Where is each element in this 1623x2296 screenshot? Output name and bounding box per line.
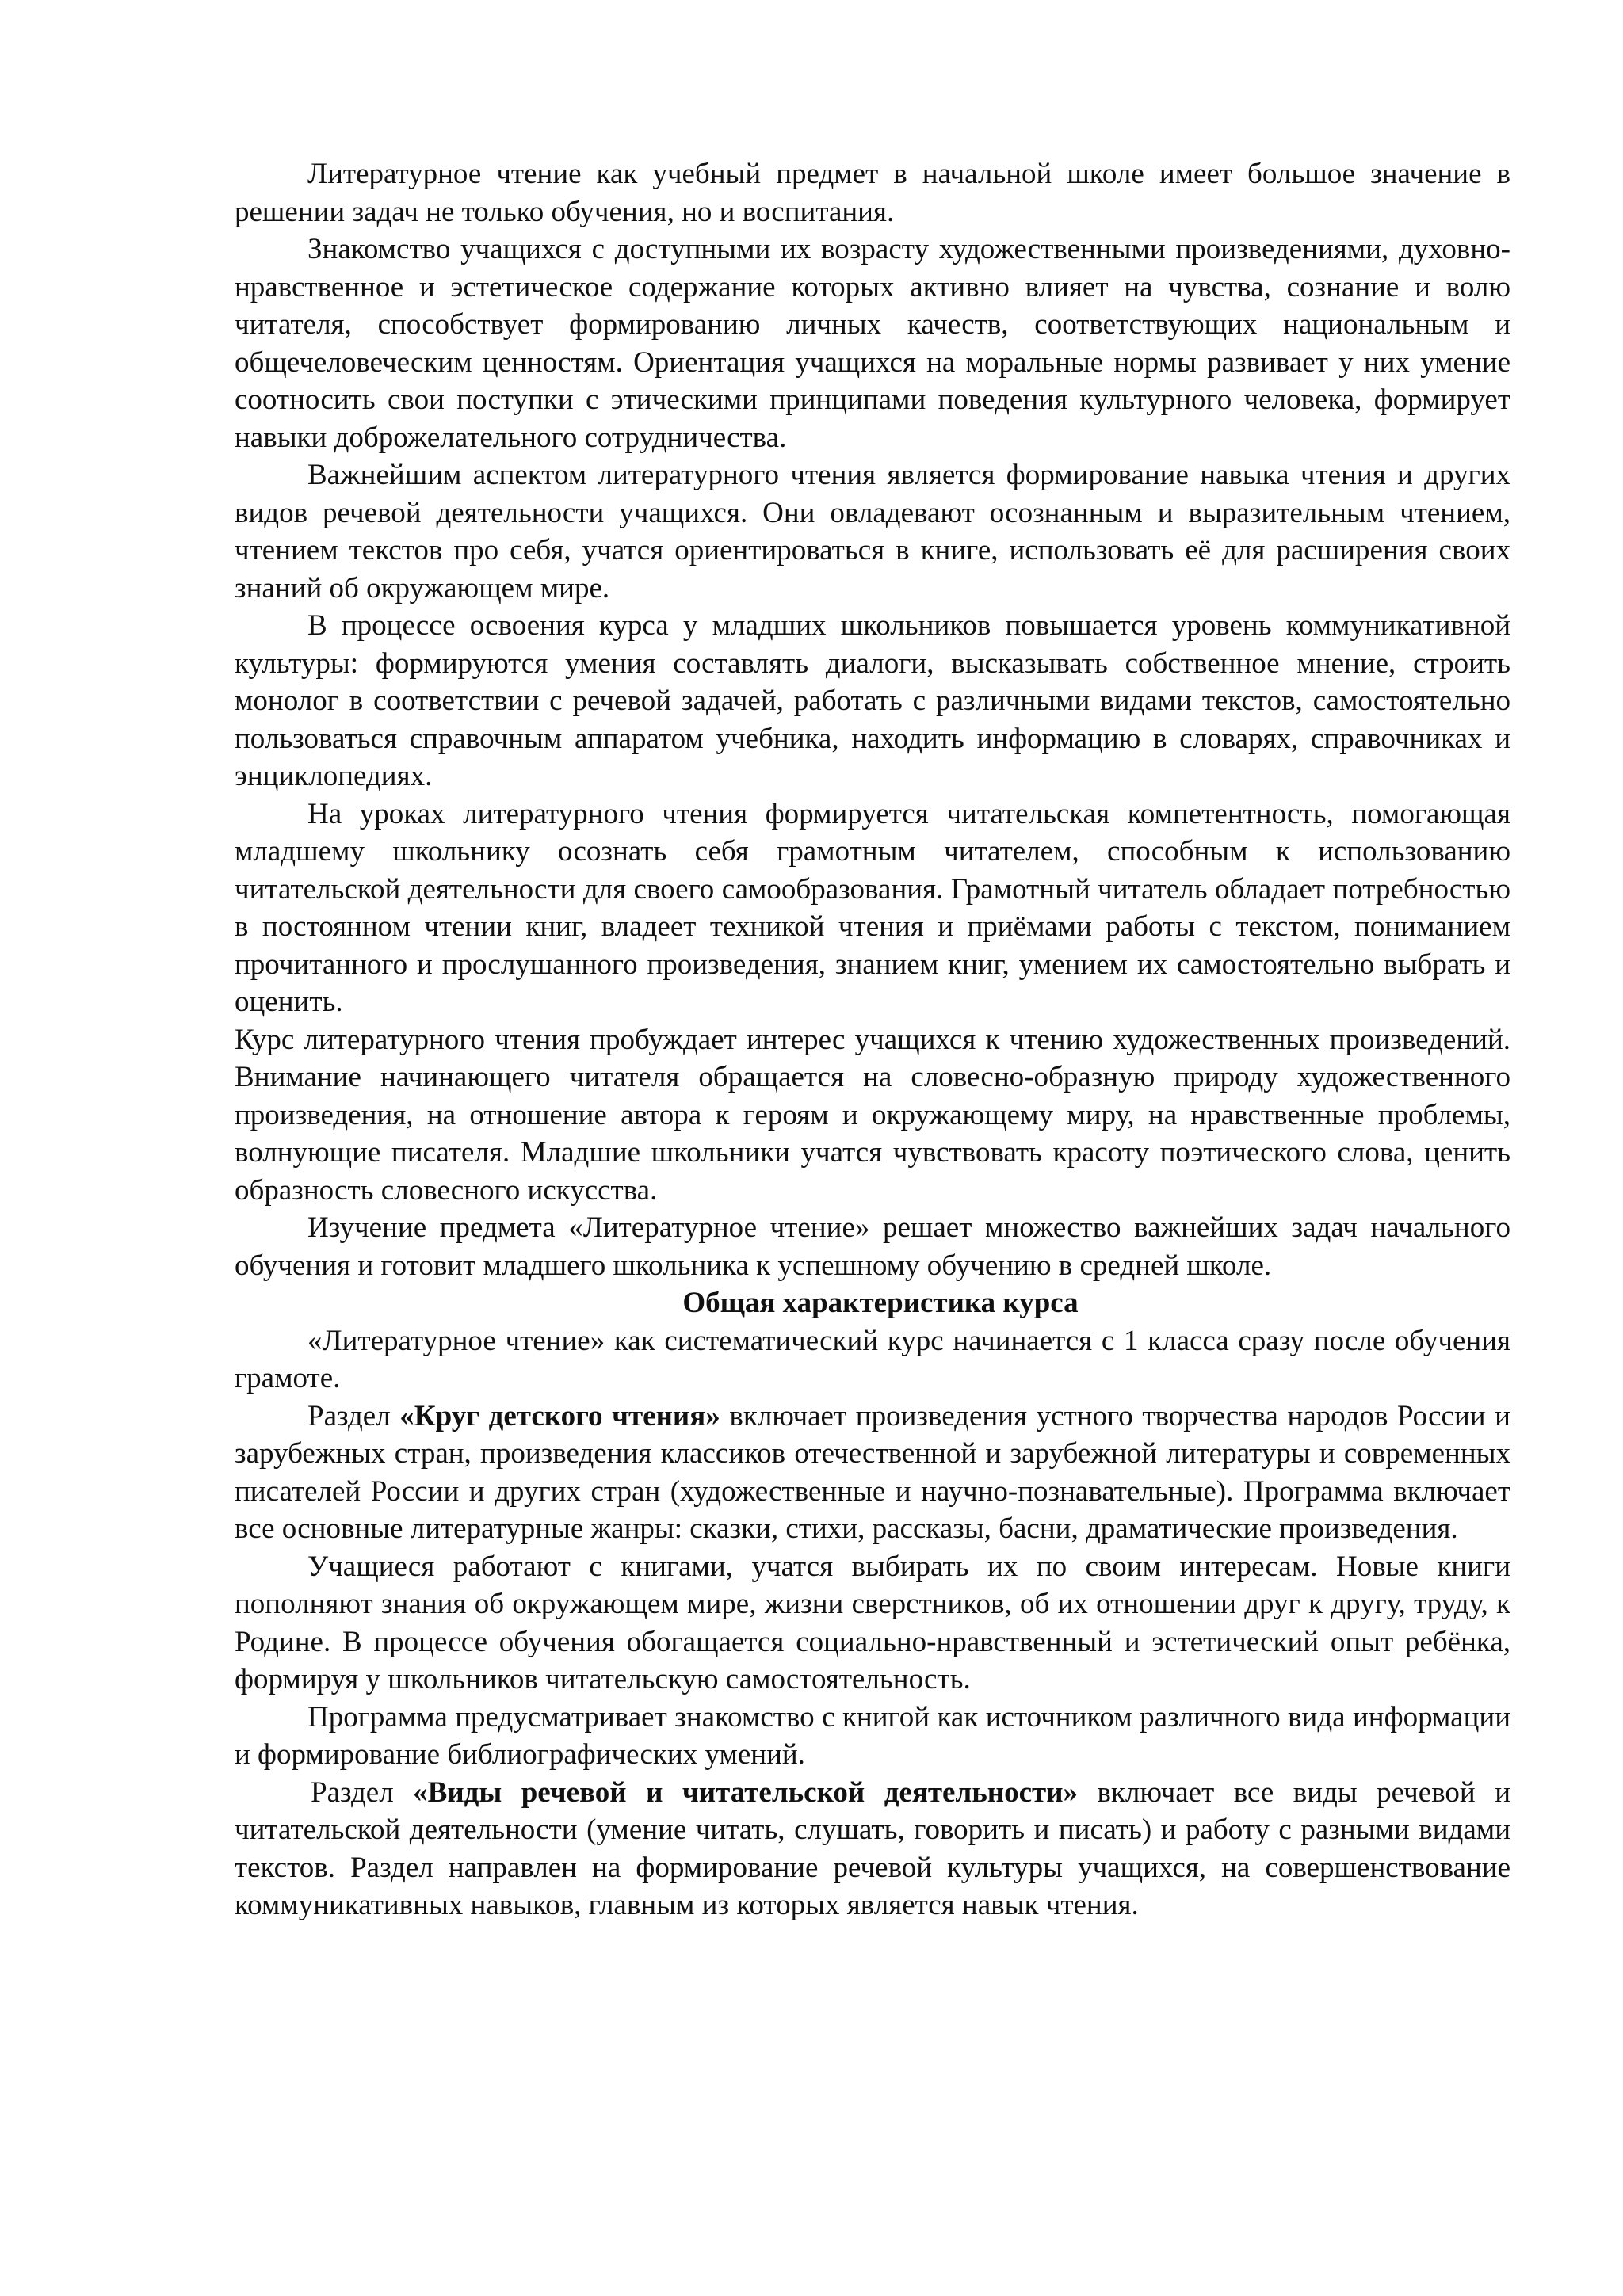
- section-description: включает все виды речевой и читательской деятельности (умение читать, слушать, говорить и писать) и работу с разными видами текстов. Раздел направлен на формирование речевой культуры учащихся, на совершенствование коммуникативных навыков, главным из которых является навык чтения.: [235, 1775, 1510, 1921]
- paragraph-children-reading-circle: [235, 1398, 1510, 1548]
- paragraph-communicative-culture: В процессе освоения курса у младших школьников повышается уровень коммуникативной культуры: формируются умения составлять диалоги, высказывать собственное мнение, строить монолог в соответствии с речевой задачей, работать с различными видами текстов, самостоятельно пользоваться справочным аппаратом учебника, находить информацию в словарях, справочниках и энциклопедиях.: [235, 609, 1510, 792]
- paragraph-intro: Литературное чтение как учебный предмет в начальной школе имеет большое значение в решении задач не только обучения, но и воспитания.: [235, 158, 1510, 228]
- section-name-bold: «Виды речевой и читательской деятельности»: [413, 1775, 1079, 1809]
- paragraph-working-with-books: Учащиеся работают с книгами, учатся выбирать их по своим интересам. Новые книги пополняют знания об окружающем мире, жизни сверстников, об их отношении друг к другу, труду, к Родине. В процессе обучения обогащается социально-нравственный и эстетический опыт ребёнка, формируя у школьников читательскую самостоятельность.: [235, 1550, 1510, 1695]
- section-description: включает произведения устного творчества народов России и зарубежных стран, произведения классиков отечественной и зарубежной литературы и современных писателей России и других стран (художественные и научно-познавательные). Программа включает все основные литературные жанры: сказки, стихи, рассказы, басни, драматические произведения.: [235, 1399, 1510, 1545]
- paragraph-subject-tasks: Изучение предмета «Литературное чтение» решает множество важнейших задач начального обучения и готовит младшего школьника к успешному обучению в средней школе.: [235, 1211, 1510, 1282]
- paragraph-course-interest: Курс литературного чтения пробуждает интерес учащихся к чтению художественных произведений. Внимание начинающего читателя обращается на словесно-образную природу художественного произведения, на отношение автора к героям и окружающему миру, на нравственные проблемы, волнующие писателя. Младшие школьники учатся чувствовать красоту поэтического слова, ценить образность словесного искусства.: [235, 1023, 1510, 1207]
- paragraph-systematic-course: «Литературное чтение» как систематический курс начинается с 1 класса сразу после обучения грамоте.: [235, 1324, 1510, 1394]
- document-page: [235, 155, 1510, 1924]
- section-prefix: Раздел: [307, 1399, 400, 1432]
- paragraph-reading-skill: Важнейшим аспектом литературного чтения является формирование навыка чтения и других видов речевой деятельности учащихся. Они овладевают осознанным и выразительным чтением, чтением текстов про себя, учатся ориентироваться в книге, использовать её для расширения своих знаний об окружающем мире.: [235, 459, 1510, 605]
- section-prefix: Раздел: [311, 1775, 414, 1809]
- paragraph-acquaintance: Знакомство учащихся с доступными их возрасту художественными произведениями, духовно-нравственное и эстетическое содержание которых активно влияет на чувства, сознание и волю читателя, способствует формированию личных качеств, соответствующих национальным и общечеловеческим ценностям. Ориентация учащихся на моральные нормы развивает у них умение соотносить свои поступки с этическими принципами поведения культурного человека, формирует навыки доброжелательного сотрудничества.: [235, 233, 1510, 454]
- paragraph-bibliographic-skills: Программа предусматривает знакомство с книгой как источником различного вида информации и формирование библиографических умений.: [235, 1700, 1510, 1771]
- section-name-bold: «Круг детского чтения»: [399, 1399, 720, 1432]
- paragraph-reader-competence: На уроках литературного чтения формируется читательская компетентность, помогающая младшему школьнику осознать себя грамотным читателем, способным к использованию читательской деятельности для своего самообразования. Грамотный читатель обладает потребностью в постоянном чтении книг, владеет техникой чтения и приёмами работы с текстом, пониманием прочитанного и прослушанного произведения, знанием книг, умением их самостоятельно выбрать и оценить.: [235, 797, 1510, 1018]
- paragraph-speech-activity: [235, 1774, 1510, 1924]
- section-title: Общая характеристика курса: [682, 1287, 1079, 1319]
